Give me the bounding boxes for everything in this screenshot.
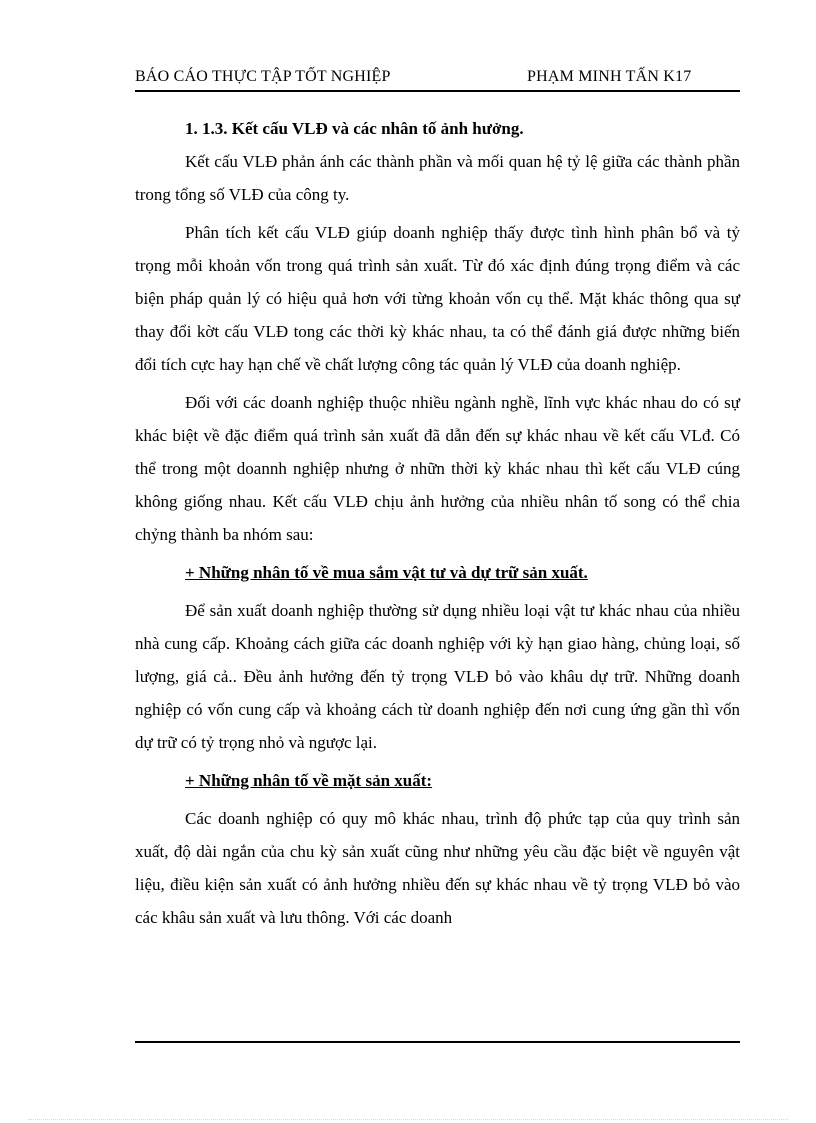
page-header [135, 64, 740, 92]
subheading-production: + Những nhân tố về mặt sản xuất: [185, 771, 433, 790]
paragraph-1: Kết cấu VLĐ phản ánh các thành phần và mối quan hệ tỷ lệ giữa các thành phần trong tổng số VLĐ của công ty. [135, 152, 740, 204]
page-bottom-border [28, 1119, 788, 1120]
paragraph-4: Để sản xuất doanh nghiệp thường sử dụng nhiều loại vật tư khác nhau của nhiều nhà cung cấp. Khoảng cách giữa các doanh nghiệp với kỳ hạn giao hàng, chủng loại, số lượng, giá cả.. Đều ảnh hưởng đến tỷ trọng VLĐ bỏ vào khâu dự trữ. Những doanh nghiệp có vốn cung cấp và khoảng cách từ doanh nghiệp đến nơi cung ứng gần thì vốn dự trữ có tỷ trọng nhỏ và ngược lại. [135, 601, 740, 752]
header-author: PHẠM MINH TẤN K17 [527, 68, 692, 85]
paragraph-2: Phân tích kết cấu VLĐ giúp doanh nghiệp thấy được tình hình phân bổ và tỷ trọng mỗi khoản vốn trong quá trình sản xuất. Từ đó xác định đúng trọng điểm và các biện pháp quản lý có hiệu quả hơn với từng khoản vốn cụ thể. Mặt khác thông qua sự thay đổi kờt cấu VLĐ tong các thời kỳ khác nhau, ta có thể đánh giá được những biến đổi tích cực hay hạn chế về chất lượng công tác quản lý VLĐ của doanh nghiệp. [135, 223, 740, 374]
paragraph-3: Đối với các doanh nghiệp thuộc nhiều ngành nghề, lĩnh vực khác nhau do có sự khác biệt về đặc điểm quá trình sản xuất đã dẫn đến sự khác nhau về kết cấu VLđ. Có thể trong một doannh nghiệp nhưng ở nhữn thời kỳ khác nhau thì kết cấu VLĐ cúng không giống nhau. Kết cấu VLĐ chịu ảnh hưởng của nhiều nhân tố song có thể chia chỷng thành ba nhóm sau: [135, 393, 740, 544]
header-report-title: BÁO CÁO THỰC TẬP TỐT NGHIỆP [135, 68, 391, 85]
section-heading: 1. 1.3. Kết cấu VLĐ và các nhân tố ảnh hưởng. [185, 119, 524, 138]
footer-rule [135, 1041, 740, 1043]
subheading-materials: + Những nhân tố về mua sắm vật tư và dự trữ sản xuất. [185, 563, 588, 582]
page-body [135, 112, 740, 934]
paragraph-5: Các doanh nghiệp có quy mô khác nhau, trình độ phức tạp của quy trình sản xuất, độ dài ngắn của chu kỳ sản xuất cũng như những yêu cầu đặc biệt về nguyên vật liệu, điều kiện sản xuất có ảnh hưởng nhiều đến sự khác nhau về tỷ trọng VLĐ bỏ vào các khâu sản xuất và lưu thông. Với các doanh [135, 809, 740, 927]
